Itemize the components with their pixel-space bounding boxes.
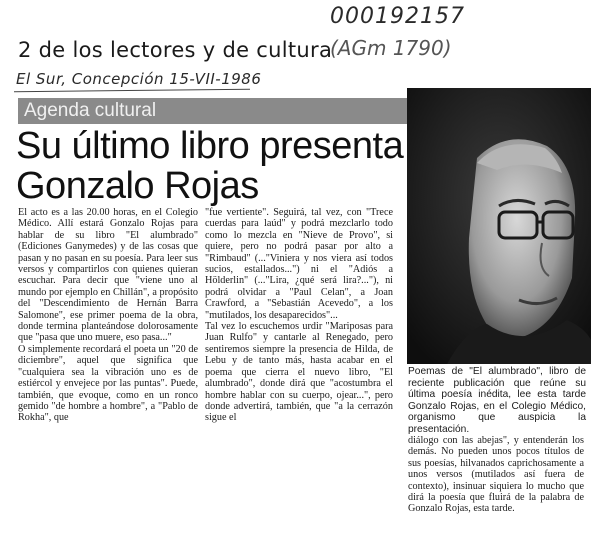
article-column-3: diálogo con las abejas", y entenderán los demás. No pueden unos pocos títulos de sus poesías, hilvanados caprichosamente a unos versos (mutilados así fuera de contexto), insinuar siquiera lo mucho que dirá la poesía que fluirá de la palabra de Gonzalo Rojas, esta tarde. [408,435,584,515]
headline-line-1: Su último libro presenta [16,125,404,167]
section-header: 2 de los lectores y de cultura [18,38,333,62]
article-column-2: "fue vertiente". Seguirá, tal vez, con "Trece cuerdas para laúd" y podrá mezclarlo todo como lo mezcla en "Nieve de Provo", si quiere, pero no podrá pasar por alto a "Rimbaud" (..."Viniera y nos viera así todos sucios, estallados...") ni el "Adiós a Hölderlin" (..."Lira, ¿qué será lira?..."), ni podrá olvidar a "Paul Celan", a Joan Crawford, a "Sebastián Acevedo", a los "mutilados, los desaparecidos"... Tal vez lo escuchemos urdir "Mariposas para Juan Rulfo" y cantarle al Renegado, pero sentiremos siempre la presencia de Hilda, de Lebu y de tanto más, hasta acabar en el poema que cierra el nuevo libro, "El alumbrado", donde dirá que "acostumbra el hombre hablar con su cuerpo, ojear...", pero donde advertirá, también, que "a la cerrazón sigue el [205,207,393,424]
photo-caption: Poemas de "El alumbrado", libro de reciente publicación que reúne su última poesía inédita, lee esta tarde Gonzalo Rojas, en el Colegio Médico, organismo que auspicia la presentación. [408,366,586,435]
headline [16,126,406,206]
handwritten-source-line: El Sur, Concepción 15-VII-1986 [16,70,262,88]
section-kicker: Agenda cultural [18,98,408,124]
handwritten-archive-number: 000192157 [330,4,465,29]
headline-line-2: Gonzalo Rojas [16,165,259,207]
handwritten-archive-code: (AGm 1790) [330,36,452,60]
article-column-1: El acto es a las 20.00 horas, en el Colegio Médico. Allí estará Gonzalo Rojas para hablar de su libro "El alumbrado" (Ediciones Ganymedes) y de las cosas que pasan y no pasan en su poesía. Para leer sus versos y compartirlos con quienes quieran escuchar. Para decir que "viene uno al mundo por ejemplo en Chillán", a propósito del "Descendimiento de Hernán Barra Salomone", ese primer poema de la obra, donde termina planteándose dolorosamente que "pasa que uno muere, eso pasa..." O simplemente recordará el poeta un "20 de diciembre", aquel que significa que "cualquiera sea la vibración uno es de estiércol y envejece por las puntas". Puede, también, que evoque, como en un ronco gemido "de hombre a hombre", a "Pablo de Rokha", que [18,207,198,424]
handwritten-underline [14,89,250,92]
portrait-photo [407,88,591,364]
